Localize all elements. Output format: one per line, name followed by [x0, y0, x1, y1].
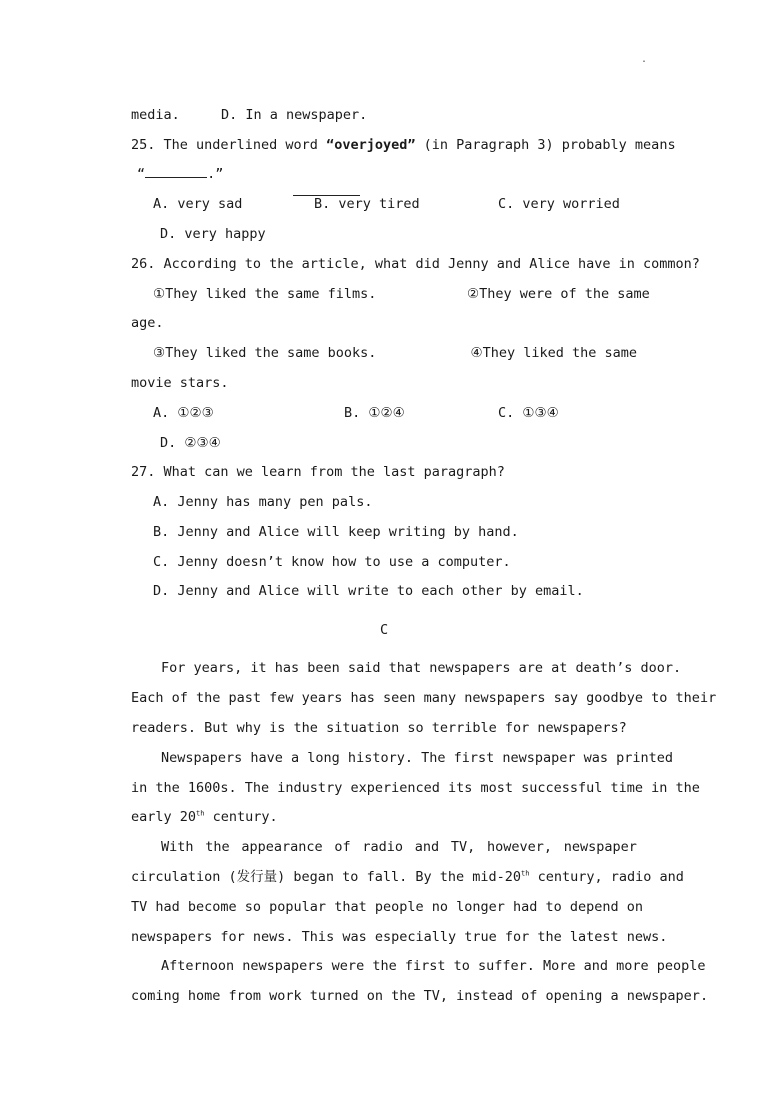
q25-blank-line — [145, 164, 207, 178]
superscript: th — [521, 869, 530, 878]
p3-word: the — [205, 839, 230, 855]
q26-choice-4: ④They liked the same — [470, 345, 637, 361]
passage-p3-line2 — [131, 867, 684, 887]
passage-p2-line2: in the 1600s. The industry experienced its most successful time in the — [131, 780, 700, 796]
q25-stem — [131, 135, 676, 155]
passage-p1-line3: readers. But why is the situation so terrible for newspapers? — [131, 720, 627, 736]
passage-p1-line2: Each of the past few years has seen many newspapers say goodbye to their — [131, 690, 717, 706]
p3-word: and — [414, 839, 440, 855]
passage-p3-line3: TV had become so popular that people no longer had to depend on — [131, 899, 644, 915]
p3-word: TV, — [450, 839, 476, 855]
q26-option-d: D. ②③④ — [160, 435, 221, 451]
q25-close-quote: .” — [207, 166, 224, 182]
p3-word: radio — [362, 839, 404, 855]
passage-p2-line3-end: century. — [204, 809, 278, 825]
q26-choice-4-cont: movie stars. — [131, 375, 229, 391]
q25-keyword: “overjoyed” — [326, 137, 416, 153]
passage-p1-line1: For years, it has been said that newspapers are at death’s door. — [161, 660, 682, 676]
passage-p2-line3-text: early 20 — [131, 809, 197, 825]
p3-word: however, — [487, 839, 553, 855]
q27-option-a: A. Jenny has many pen pals. — [153, 494, 373, 510]
q25-open-quote: “ — [137, 166, 146, 182]
passage-p4-line1: Afternoon newspapers were the first to suffer. More and more people — [161, 958, 706, 974]
p3-word: of — [334, 839, 351, 855]
q26-stem: 26. According to the article, what did Jenny and Alice have in common? — [131, 256, 700, 272]
q26-choice-1: ①They liked the same films. — [153, 286, 377, 302]
section-heading: C — [380, 622, 389, 638]
superscript: th — [196, 809, 205, 818]
q24-continuation — [131, 105, 180, 125]
q26-choice-2-cont: age. — [131, 315, 164, 331]
page-mark: . — [641, 54, 648, 65]
q24-option-d: D. In a newspaper. — [221, 107, 368, 123]
q27-stem: 27. What can we learn from the last paragraph? — [131, 464, 505, 480]
p3-word: With — [161, 839, 194, 855]
q27-option-c: C. Jenny doesn’t know how to use a computer. — [153, 554, 511, 570]
passage-p3-line1 — [161, 837, 637, 857]
q25-option-a: A. very sad — [153, 196, 243, 212]
q25-option-c: C. very worried — [498, 196, 620, 212]
q26-choice-2: ②They were of the same — [467, 286, 650, 302]
q24-tail-text: media. — [131, 107, 180, 123]
passage-p4-line2: coming home from work turned on the TV, instead of opening a newspaper. — [131, 988, 709, 1004]
q26-choice-3: ③They liked the same books. — [153, 345, 377, 361]
passage-p2-line1: Newspapers have a long history. The first newspaper was printed — [161, 750, 674, 766]
p3-word: appearance — [241, 839, 323, 855]
q25-option-d: D. very happy — [160, 226, 266, 242]
q26-option-b: B. ①②④ — [344, 405, 405, 421]
q27-option-d: D. Jenny and Alice will write to each other by email. — [153, 583, 584, 599]
p3-word: newspaper — [563, 839, 637, 855]
q25-stem-end: (in Paragraph 3) probably means — [415, 137, 676, 153]
q26-option-a: A. ①②③ — [153, 405, 214, 421]
q27-option-b: B. Jenny and Alice will keep writing by hand. — [153, 524, 519, 540]
q25-answer-blank — [137, 164, 223, 184]
passage-p3-line2-text: circulation (发行量) began to fall. By the mid-20 — [131, 869, 521, 885]
passage-p2-line3 — [131, 807, 278, 827]
q25-option-b: B. very tired — [314, 196, 420, 212]
passage-p3-line4: newspapers for news. This was especially true for the latest news. — [131, 929, 668, 945]
passage-p3-line2-end: century, radio and — [529, 869, 684, 885]
q25-stem-start: 25. The underlined word — [131, 137, 327, 153]
q26-option-c: C. ①③④ — [498, 405, 559, 421]
